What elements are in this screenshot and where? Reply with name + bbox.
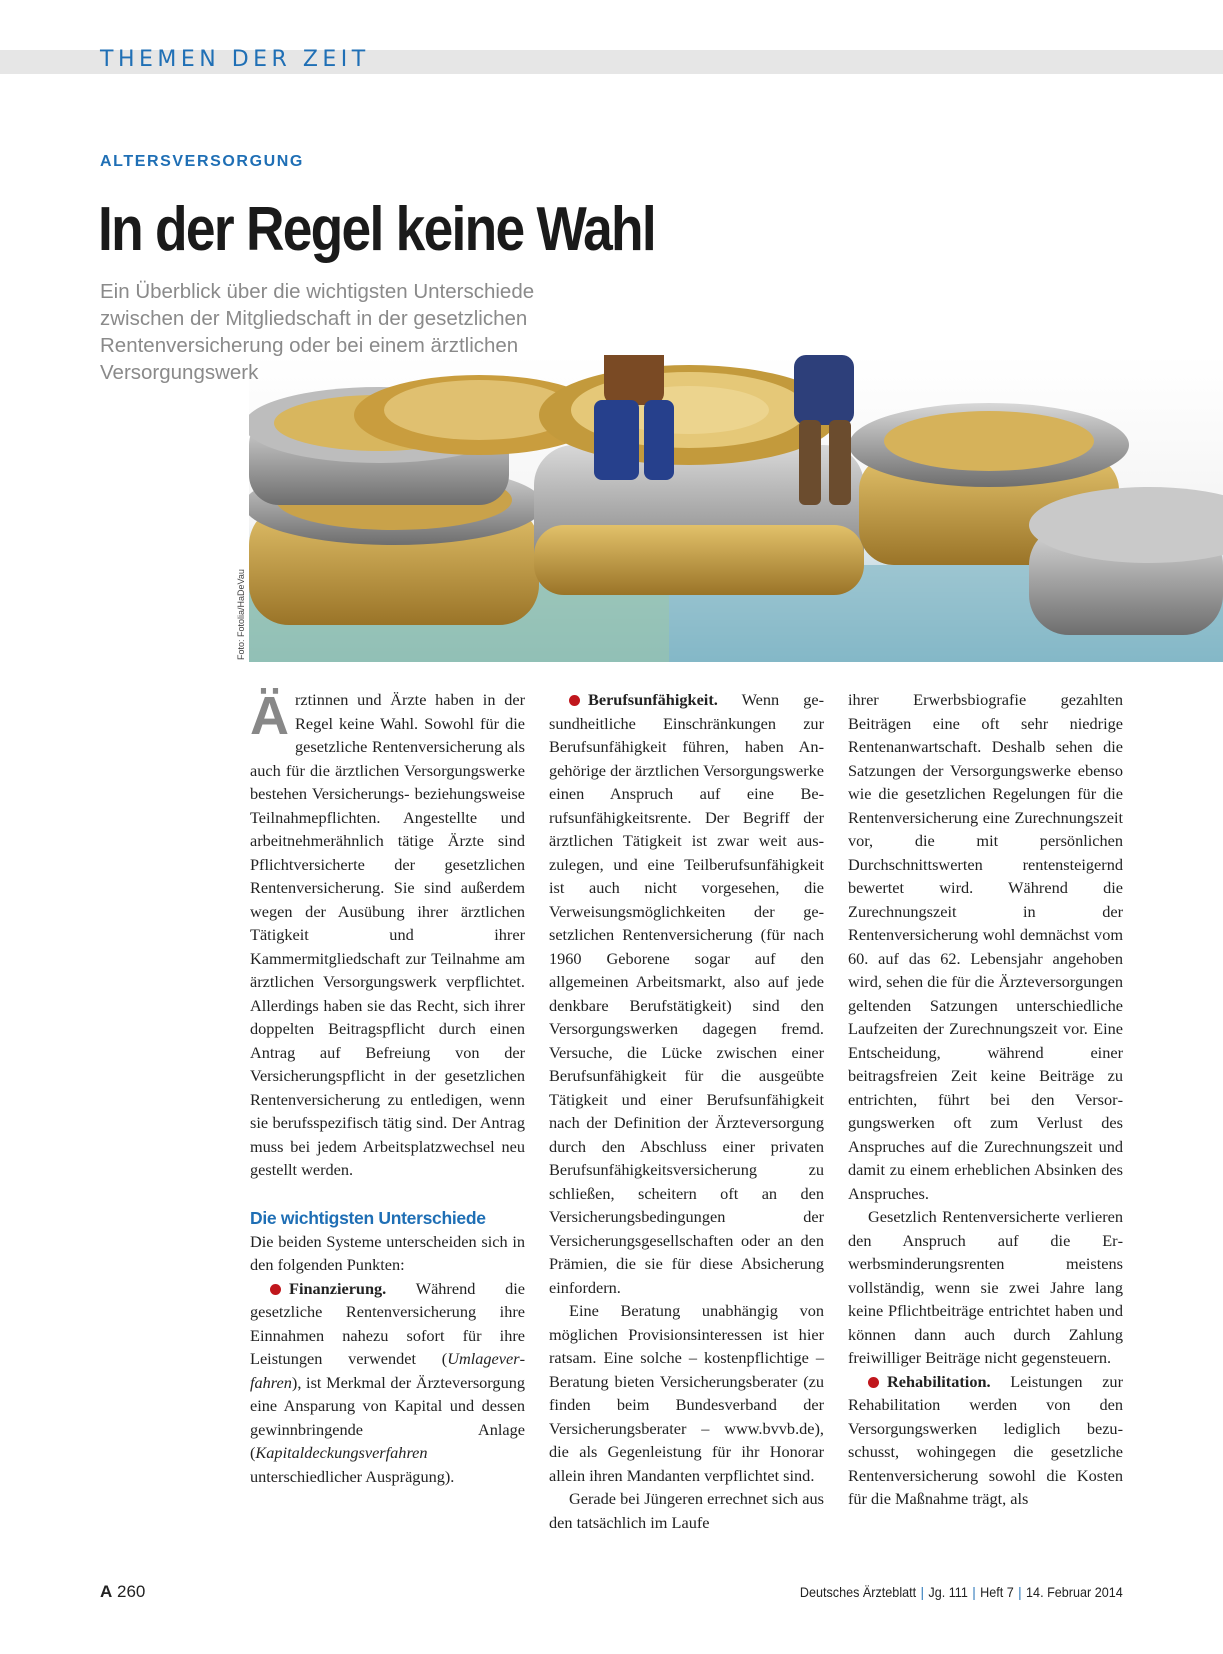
subheading: Die wichtigsten Unterschiede <box>250 1207 486 1228</box>
bullet-dot-icon <box>270 1284 281 1295</box>
paragraph: Gerade bei Jüngeren errechnet sich aus den tatsächlich im Laufe <box>549 1489 824 1532</box>
page-number: A 260 <box>100 1582 146 1601</box>
intro-paragraph: rztinnen und Ärzte haben in der Regel keine Wahl. Sowohl für die gesetzliche Rentenversicherung als auch für die ärztlichen Versorgungswerke bestehen Versicherungs- beziehungsweise Teilnahmepflichten. Angestellte und arbeitnehmerähnlich tätige Ärzte sind Pflichtversicherte der gesetzlichen Rentenversicherung. Sie sind außerdem wegen der Ausübung ihrer ärztlichen Tätigkeit und ihrer Kammermitgliedschaft zur Teilnahme am ärztlichen Versorgungswerk verpflichtet. Allerdings haben sie das Recht, sich ihrer doppelten Beitragspflicht durch einen Antrag auf Befreiung von der Versicherungspflicht in der gesetzlichen Rentenversicherung zu entledigen, wenn sie berufsspezifisch tätig sind. Der Antrag muss bei jedem Arbeitsplatzwechsel neu gestellt werden. <box>250 690 525 1179</box>
paragraph: ihrer Erwerbsbiografie gezahlten Beiträgen eine oft sehr niedrige Rentenanwartschaft. Deshalb sehen die Satzungen der Versorgungswerke ebenso wie die gesetzlichen Regelungen für die Rentenversicherung eine Zurechnungszeit vor, die mit persönlichen Durchschnittswerten rentensteigernd bewertet wird. Während die Zurechnungszeit in der Rentenversicherung wohl demnächst vom 60. auf das 62. Lebensjahr angehoben wird, sehen die für die Ärzteversorgungen geltenden Satzungen unterschiedliche Laufzeiten der Zurechnungszeit vor. Eine Entscheidung, während einer beitragsfreien Zeit keine Beiträge zu entrichten, führt bei den Versorgungswerken oft zum Verlust des Anspruches auf die Zurechnungszeit und damit zu einem erheblichen Absinken des Anspruches. <box>848 690 1123 1203</box>
column-1 <box>250 688 525 1488</box>
column-2 <box>549 688 824 1534</box>
paragraph: Eine Beratung unabhängig von möglichen Provisionsinteressen ist hier ratsam. Eine solche – kostenpflichtige – Beratung bieten Versicherungsberater (zu finden beim Bundesverband der Versicherungsberater – www.bvvb.de), die als Gegenleistung für ihr Honorar allein ihren Mandanten verpflichtet sind. <box>549 1301 824 1485</box>
paragraph: Die beiden Systeme unterscheiden sich in den folgenden Punkten: <box>250 1231 525 1274</box>
coins-figures-photo <box>249 355 1223 662</box>
article-kicker: ALTERSVERSORGUNG <box>100 153 304 170</box>
article-title: In der Regel keine Wahl <box>98 195 655 264</box>
bullet-dot-icon <box>868 1377 879 1388</box>
column-3 <box>848 688 1123 1511</box>
article-subtitle: Ein Überblick über die wichtigsten Unterschiede zwischen der Mitgliedschaft in der gesetzlichen Rentenversicherung oder bei einem ärztlichen Versorgungswerk <box>100 280 535 384</box>
bullet-dot-icon <box>569 695 580 706</box>
bullet-financing: Finanzierung. Während die gesetzliche Rentenversicherung ihre Einnahmen nahezu sofort für ihre Leistungen verwendet (Umlageverfahren), ist Merkmal der Ärzteversorgung eine Ansparung von Kapital und dessen gewinnbringende Anlage (Kapitaldeckungsverfahren unterschiedlicher Ausprägung). <box>250 1278 525 1486</box>
journal-info: Deutsches Ärzteblatt | Jg. 111 | Heft 7 | 14. Februar 2014 <box>800 1584 1123 1600</box>
photo-credit: Foto: Fotolia/HaDeVau <box>236 569 246 660</box>
section-label: THEMEN DER ZEIT <box>100 47 370 72</box>
bullet-disability: Berufsunfähigkeit. Wenn gesundheitliche Einschränkungen zur Berufsunfähigkeit führen, haben Angehörige der ärztlichen Versorgungswerke einen Anspruch auf eine Berufsunfähigkeitsrente. Der Begriff der ärztlichen Tätigkeit ist zwar weit auszulegen, und eine Teilberufsunfähigkeit ist auch nicht vorgesehen, die Verweisungsmöglichkeiten der gesetzlichen Rentenversicherung (für nach 1960 Geborene sogar auf den allgemeinen Arbeitsmarkt, also auf jede denkbare Berufstätigkeit) sind den Versorgungswerken dagegen fremd. Versuche, die Lücke zwischen einer Berufsunfähigkeit für die ausgeübte Tätigkeit und einer Berufsunfähigkeit nach der Definition der Ärzteversorgung durch den Abschluss einer privaten Berufsunfähigkeitsversicherung zu schließen, scheitern oft an den Versicherungsbedingungen der Versicherungsgesellschaften oder an den Prämien, die sie für diese Absicherung einfordern. <box>549 690 824 1297</box>
paragraph: Gesetzlich Rentenversicherte verlieren den Anspruch auf die Erwerbsminderungsrenten meistens vollständig, wenn sie zwei Jahre lang keine Pflichtbeiträge entrichtet haben und können dann auch durch Zahlung freiwilliger Beiträge nicht gegensteuern. <box>848 1207 1123 1367</box>
drop-cap: Ä <box>250 686 289 746</box>
bullet-rehabilitation: Rehabilitation. Leistungen zur Rehabilitation werden von den Versorgungswerken lediglich bezuschusst, wohingegen die gesetzliche Rentenversicherung sowohl die Kosten für die Maßnahme trägt, als <box>848 1371 1123 1508</box>
